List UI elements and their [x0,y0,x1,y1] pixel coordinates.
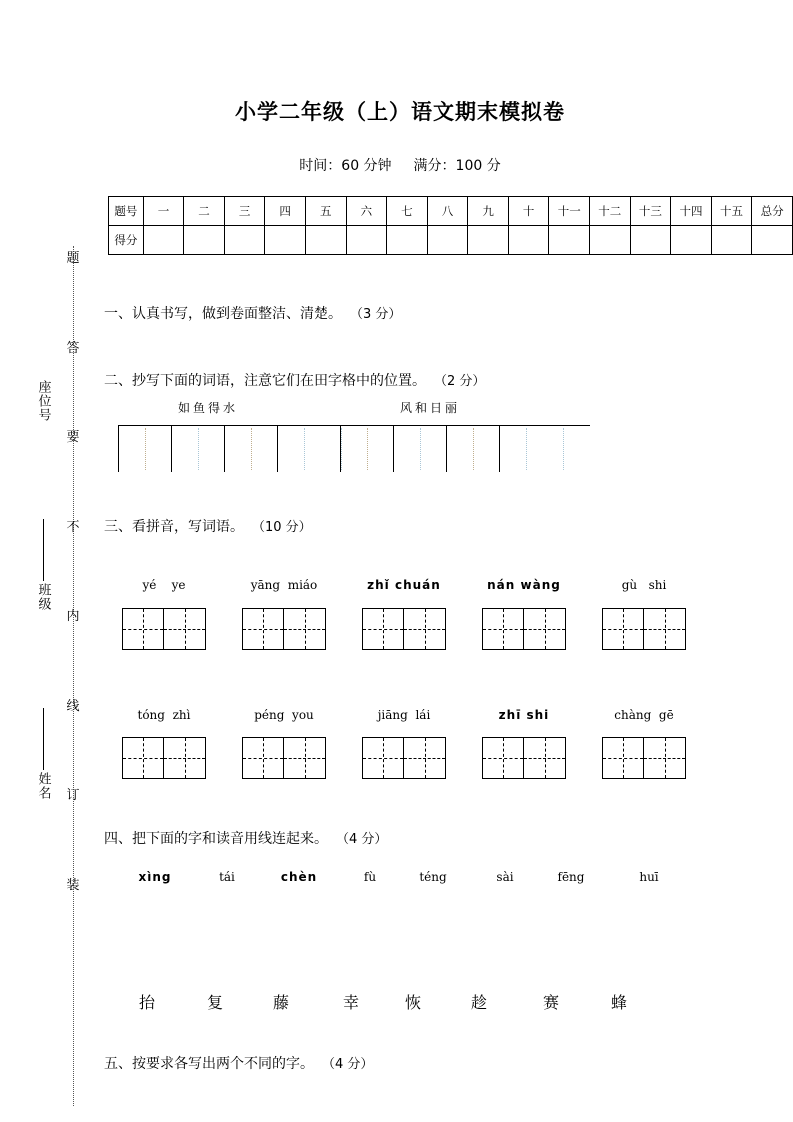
seal-char: 内 [66,609,80,625]
pinyin-row-2 [100,708,793,726]
match-pinyin-item[interactable]: tái [219,870,235,884]
exam-meta [100,155,700,175]
pinyin-pair [242,578,326,592]
pinyin-pair [482,708,566,722]
exam-duration: 时间：60 分钟 [299,158,392,174]
tianzige-cell[interactable] [362,608,404,650]
pinyin-pair [242,708,326,722]
section-heading-2 [104,370,485,390]
tianzige-2-5[interactable] [602,737,686,779]
pinyin-pair [482,578,566,592]
tianzige-cell[interactable] [242,608,284,650]
score-cell[interactable] [265,226,306,255]
tianzige-2-1[interactable] [122,737,206,779]
tianzige-2-3[interactable] [362,737,446,779]
pinyin-syllable: chàng [614,708,652,722]
seal-char: 题 [66,251,80,266]
pinyin-syllable: péng [254,708,285,722]
score-col-header: 六 [346,197,387,226]
copy-word-label-1: 如鱼得水 [178,401,239,415]
copy-grid-cell[interactable] [393,426,446,472]
info-field-class[interactable] [34,519,53,611]
seal-char: 不 [66,519,80,535]
tianzige-2-4[interactable] [482,737,566,779]
score-cell[interactable] [224,226,265,255]
pinyin-pair [122,578,206,592]
pinyin-syllable: tóng [137,708,165,722]
match-pinyin-item[interactable]: huī [639,870,659,884]
pinyin-pair [602,578,686,592]
match-pinyin-row [100,870,793,888]
section-heading-4 [104,828,387,848]
match-pinyin-item[interactable]: téng [419,870,447,884]
score-cell[interactable] [630,226,671,255]
pinyin-syllable: yāng [250,578,281,592]
info-label: 姓名 [35,772,51,800]
score-col-header: 二 [184,197,225,226]
pinyin-syllable: shi [526,708,550,722]
section-title: 按要求各写出两个不同的字。 [132,1056,314,1072]
score-col-header: 十二 [590,197,631,226]
copy-grid-cell[interactable] [118,426,171,472]
info-field-seat-number[interactable] [34,380,53,422]
section-number: 一、 [104,306,132,322]
tianzige-1-3[interactable] [362,608,446,650]
section-title: 把下面的字和读音用线连起来。 [132,831,328,847]
score-col-header: 三 [224,197,265,226]
score-cell[interactable] [387,226,428,255]
tianzige-cell[interactable] [524,737,566,779]
tianzige-cell[interactable] [122,737,164,779]
info-field-name[interactable] [34,708,53,800]
section-heading-5 [104,1053,373,1073]
pinyin-syllable: zhǐ [367,578,390,592]
copy-grid-tail [552,426,590,472]
tianzige-1-4[interactable] [482,608,566,650]
score-cell[interactable] [143,226,184,255]
score-table [108,196,793,255]
seal-char: 线 [66,698,80,714]
student-info-fields [30,380,56,800]
pinyin-syllable: yé [142,578,157,592]
copy-grid-cell[interactable] [499,426,552,472]
pinyin-syllable: wàng [520,578,561,592]
score-cell[interactable] [184,226,225,255]
tianzige-cell[interactable] [242,737,284,779]
match-character-item[interactable]: 幸 [342,993,359,1012]
score-col-header: 十四 [671,197,712,226]
pinyin-syllable: zhì [172,708,191,722]
table-row-scores [109,226,793,255]
pinyin-syllable: chuán [394,578,441,592]
score-cell[interactable] [549,226,590,255]
score-col-header: 十五 [711,197,752,226]
section-points: （4 分） [336,832,388,847]
pinyin-syllable: lái [415,708,431,722]
pinyin-pair [362,578,446,592]
match-character-item[interactable]: 趁 [470,993,487,1012]
score-col-header: 九 [468,197,509,226]
score-cell[interactable] [508,226,549,255]
section-points: （10 分） [252,520,312,535]
tianzige-cell[interactable] [482,737,524,779]
pinyin-syllable: shi [648,578,667,592]
tianzige-cell[interactable] [362,737,404,779]
match-character-row [100,990,793,1014]
score-cell[interactable] [427,226,468,255]
tianzige-cell[interactable] [524,608,566,650]
match-character-item[interactable]: 复 [206,993,223,1012]
row-label-score: 得分 [109,226,144,255]
score-cell[interactable] [346,226,387,255]
score-col-header: 十三 [630,197,671,226]
section-number: 五、 [104,1056,132,1072]
match-character-item[interactable]: 赛 [542,993,559,1012]
score-col-header: 四 [265,197,306,226]
pinyin-syllable: nán [487,578,516,592]
copy-grid-cell[interactable] [171,426,224,472]
score-col-header: 十 [508,197,549,226]
tianzige-cell[interactable] [482,608,524,650]
match-pinyin-item[interactable]: chèn [280,870,318,884]
match-pinyin-item[interactable]: xìng [138,870,172,884]
section-heading-3 [104,516,312,536]
score-cell-total[interactable] [752,226,793,255]
copy-grid-cell[interactable] [277,426,330,472]
tianzige-cell[interactable] [164,608,206,650]
info-write-rule[interactable] [43,708,44,770]
info-label: 座位号 [35,380,51,422]
seal-char: 订 [66,788,80,804]
pinyin-syllable: miáo [287,578,318,592]
tianzige-cell[interactable] [404,737,446,779]
seal-instruction-vertical [62,252,84,892]
score-cell[interactable] [468,226,509,255]
match-character-item[interactable]: 蜂 [610,993,627,1012]
tianzige-cell[interactable] [602,608,644,650]
pinyin-pair [122,708,206,722]
info-write-rule[interactable] [43,519,44,581]
pinyin-syllable: gù [621,578,638,592]
section-number: 四、 [104,831,132,847]
score-cell[interactable] [711,226,752,255]
match-pinyin-item[interactable]: fēng [557,870,585,884]
copy-grid-2[interactable] [340,425,590,472]
seal-char: 要 [66,430,80,446]
score-col-header: 五 [305,197,346,226]
match-pinyin-item[interactable]: sài [496,870,514,884]
pinyin-syllable: ye [171,578,186,592]
section-title: 看拼音，写词语。 [132,519,244,535]
copy-grid-1[interactable] [118,425,368,472]
tianzige-1-5[interactable] [602,608,686,650]
match-character-item[interactable]: 藤 [272,993,289,1012]
pinyin-syllable: you [292,708,314,722]
section-number: 三、 [104,519,132,535]
row-label-question-number: 题号 [109,197,144,226]
info-label: 班级 [35,583,51,611]
tianzige-1-2[interactable] [242,608,326,650]
pinyin-syllable: jiāng [377,708,408,722]
seal-char: 答 [66,340,80,356]
tianzige-1-1[interactable] [122,608,206,650]
exam-sheet [100,0,793,1122]
score-col-header: 十一 [549,197,590,226]
table-row-question-numbers [109,197,793,226]
section-points: （3 分） [350,307,402,322]
tianzige-cell[interactable] [284,737,326,779]
tianzige-cell[interactable] [284,608,326,650]
tianzige-2-2[interactable] [242,737,326,779]
copy-grid-cell[interactable] [340,426,393,472]
score-col-header: 八 [427,197,468,226]
section-points: （4 分） [322,1057,374,1072]
score-cell[interactable] [305,226,346,255]
score-col-header: 一 [143,197,184,226]
binding-margin [0,0,100,1122]
pinyin-pair [362,708,446,722]
tianzige-cell[interactable] [404,608,446,650]
match-pinyin-item[interactable]: fù [363,870,377,884]
score-col-header: 七 [387,197,428,226]
match-character-item[interactable]: 抬 [138,993,155,1012]
section-number: 二、 [104,373,132,389]
copy-grid-cell[interactable] [446,426,499,472]
page-title: 小学二年级（上）语文期末模拟卷 [235,100,565,124]
section-title: 抄写下面的词语，注意它们在田字格中的位置。 [132,373,426,389]
pinyin-row-1 [100,578,793,596]
copy-grid-cell[interactable] [224,426,277,472]
copy-word-label-2: 风和日丽 [400,401,461,415]
score-col-header-total: 总分 [752,197,793,226]
pinyin-syllable: zhī [498,708,522,722]
section-points: （2 分） [434,374,486,389]
tianzige-cell[interactable] [122,608,164,650]
exam-full-score: 满分：100 分 [413,158,501,174]
tianzige-cell[interactable] [602,737,644,779]
tianzige-cell[interactable] [644,608,686,650]
tianzige-cell[interactable] [644,737,686,779]
section-title: 认真书写，做到卷面整洁、清楚。 [132,306,342,322]
match-character-item[interactable]: 恢 [404,993,421,1012]
seal-char: 装 [66,877,80,893]
score-cell[interactable] [671,226,712,255]
score-cell[interactable] [590,226,631,255]
tianzige-cell[interactable] [164,737,206,779]
pinyin-syllable: gē [658,708,674,722]
pinyin-pair [602,708,686,722]
section-heading-1 [104,303,401,323]
